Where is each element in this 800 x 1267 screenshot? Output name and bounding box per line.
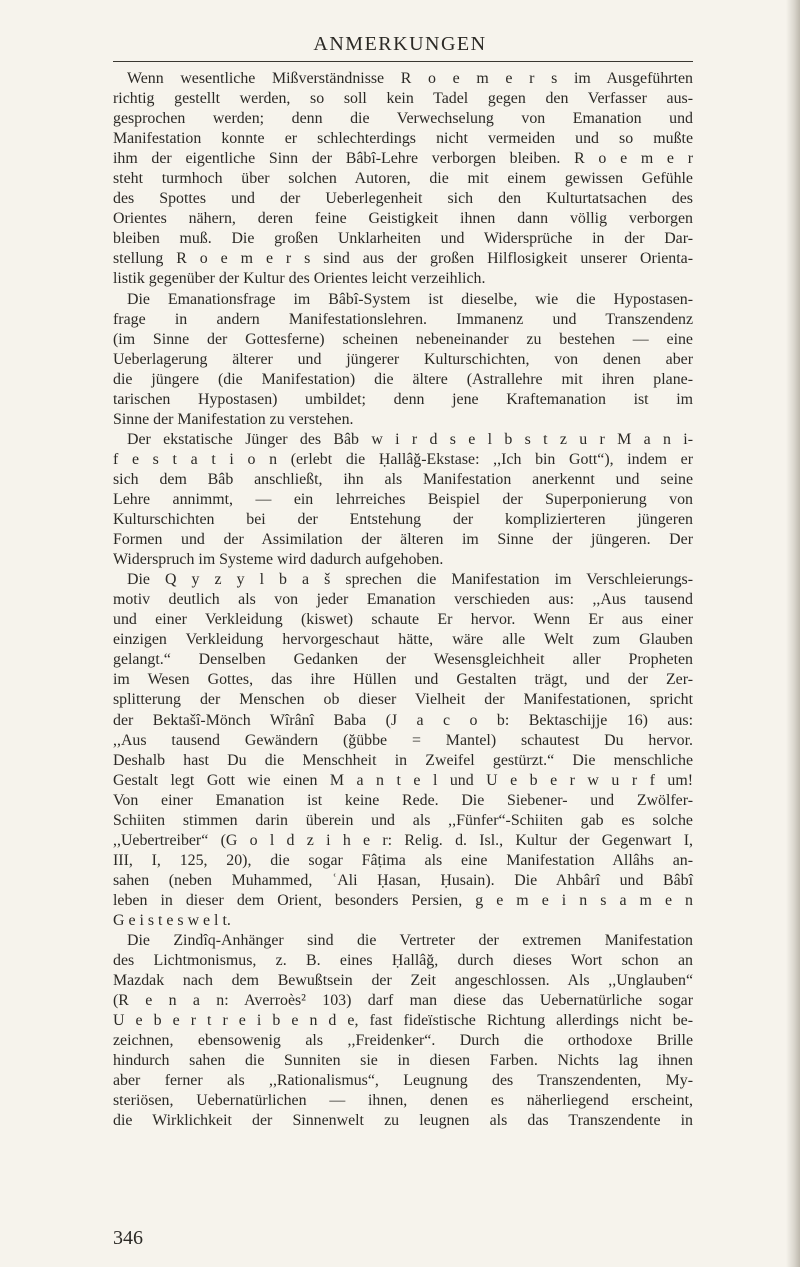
text-line: des Spottes und der Ueberlegenheit sich den Kulturtatsachen des [113,190,693,208]
header-rule [113,61,693,62]
text-line: des Lichtmonismus, z. B. eines Ḥallâğ, durch dieses Wort schon an [113,952,693,970]
text-line: zeichnen, ebensowenig als ,,Freidenker“. Durch die orthodoxe Brille [113,1032,693,1050]
text-line: und einer Verkleidung (kiswet) schaute Er hervor. Wenn Er aus einer [113,611,693,629]
text-line: hindurch sahen die Sunniten sie in diesen Farben. Nichts lag ihnen [113,1052,693,1070]
text-line: sich dem Bâb anschließt, ihn als Manifestation anerkennt und seine [113,470,693,488]
text-line: steriösen, Uebernatürlichen — ihnen, denen es näherliegend erscheint, [113,1092,693,1110]
text-line: Sinne der Manifestation zu verstehen. [113,410,354,428]
text-line: Lehre annimmt, — ein lehrreiches Beispiel der Superponierung von [113,490,693,508]
text-line: aber ferner als ,,Rationalismus“, Leugnung des Transzendenten, My- [113,1072,693,1090]
text-line: Manifestation konnte er schlechterdings nicht vermeiden und so mußte [113,130,693,148]
text-line: motiv deutlich als von jeder Emanation verschieden aus: ,,Aus tausend [113,591,693,609]
text-line: die Wirklichkeit der Sinnenwelt zu leugnen als das Transzendente in [113,1112,693,1130]
text-line: leben in dieser dem Orient, besonders Persien, g e m e i n s a m e n [113,891,693,909]
text-line: die jüngere (die Manifestation) die ältere (Astrallehre mit ihren plane- [113,370,693,388]
text-line: (R e n a n: Averroès² 103) darf man diese das Uebernatürliche sogar [113,992,693,1010]
text-line: (im Sinne der Gottesferne) scheinen nebeneinander zu bestehen — eine [113,330,693,348]
text-line: f e s t a t i o n (erlebt die Ḥallâğ-Ekstase: ,,Ich bin Gott“), indem er [113,450,693,468]
text-line: Schiiten stimmen darin überein und als ,,Fünfer“-Schiiten gab es solche [113,811,693,829]
text-line: Von einer Emanation ist keine Rede. Die Siebener- und Zwölfer- [113,791,693,809]
body-text [113,69,693,1131]
text-line: Kulturschichten bei der Entstehung der komplizierteren jüngeren [113,511,693,529]
text-line: Ueberlagerung älterer und jüngerer Kulturschichten, von denen aber [113,350,693,368]
text-line: tarischen Hypostasen) umbildet; denn jene Kraftemanation ist im [113,390,693,408]
text-line: III, I, 125, 20), die sogar Fâṭima als eine Manifestation Allâhs an- [113,851,693,869]
text-line: Die Emanationsfrage im Bâbî-System ist dieselbe, wie die Hypostasen- [127,290,693,308]
text-line: listik gegenüber der Kultur des Orientes leicht verzeihlich. [113,270,486,288]
text-line: ihm der eigentliche Sinn der Bâbî-Lehre verborgen bleiben. R o e m e r [113,150,693,168]
text-line: bleiben muß. Die großen Unklarheiten und Widersprüche in der Dar- [113,230,693,248]
text-line: Der ekstatische Jünger des Bâb w i r d s e l b s t z u r M a n i- [127,430,693,448]
text-line: Orientes nähern, deren feine Geistigkeit ihnen dann völlig verborgen [113,210,693,228]
text-line: Die Zindîq-Anhänger sind die Vertreter der extremen Manifestation [127,932,693,950]
page-number: 346 [113,1227,143,1249]
text-line: richtig gestellt werden, so soll kein Tadel gegen den Verfasser aus- [113,90,693,108]
text-line: Gestalt legt Gott wie einen M a n t e l und U e b e r w u r f um! [113,771,693,789]
running-header: ANMERKUNGEN [313,33,487,55]
text-line: ,,Uebertreiber“ (G o l d z i h e r: Relig. d. Isl., Kultur der Gegenwart I, [113,831,693,849]
text-line: gelangt.“ Denselben Gedanken der Wesensgleichheit aller Propheten [113,651,693,669]
text-line: splitterung der Menschen ob dieser Vielheit der Manifestationen, spricht [113,691,693,709]
text-line: gesprochen werden; denn die Verwechselung von Emanation und [113,110,693,128]
text-line: sahen (neben Muhammed, ʿAli Ḥasan, Ḥusain). Die Ahbârî und Bâbî [113,871,693,889]
text-line: steht turmhoch über solchen Autoren, die mit einem gewissen Gefühle [113,170,693,188]
text-line: Deshalb hast Du die Menschheit in Zweifel gestürzt.“ Die menschliche [113,751,693,769]
text-line: U e b e r t r e i b e n d e, fast fideïstische Richtung allerdings nicht be- [113,1012,693,1030]
text-line: ,,Aus tausend Gewändern (ğübbe = Mantel) schautest Du hervor. [113,731,693,749]
text-line: Widerspruch im Systeme wird dadurch aufgehoben. [113,551,444,569]
text-line: der Bektašî-Mönch Wîrânî Baba (J a c o b: Bektaschijje 16) aus: [113,711,693,729]
text-line: Formen und der Assimilation der älteren im Sinne der jüngeren. Der [113,531,693,549]
text-line: frage in andern Manifestationslehren. Immanenz und Transzendenz [113,310,693,328]
page-edge-shadow [786,0,800,1267]
text-line: einzigen Verkleidung hervorgeschaut hätte, wäre alle Welt zum Glauben [113,631,693,649]
text-line: Wenn wesentliche Mißverständnisse R o e m e r s im Ausgeführten [127,70,693,87]
text-line: G e i s t e s w e l t. [113,911,231,929]
text-line: stellung R o e m e r s sind aus der großen Hilflosigkeit unserer Orienta- [113,250,693,268]
text-line: Mazdak nach dem Bewußtsein der Zeit angeschlossen. Als ,,Unglauben“ [113,972,693,990]
text-line: im Wesen Gottes, das ihre Hüllen und Gestalten trägt, und der Zer- [113,671,693,689]
text-line: Die Q y z y l b a š sprechen die Manifestation im Verschleierungs- [127,571,693,589]
